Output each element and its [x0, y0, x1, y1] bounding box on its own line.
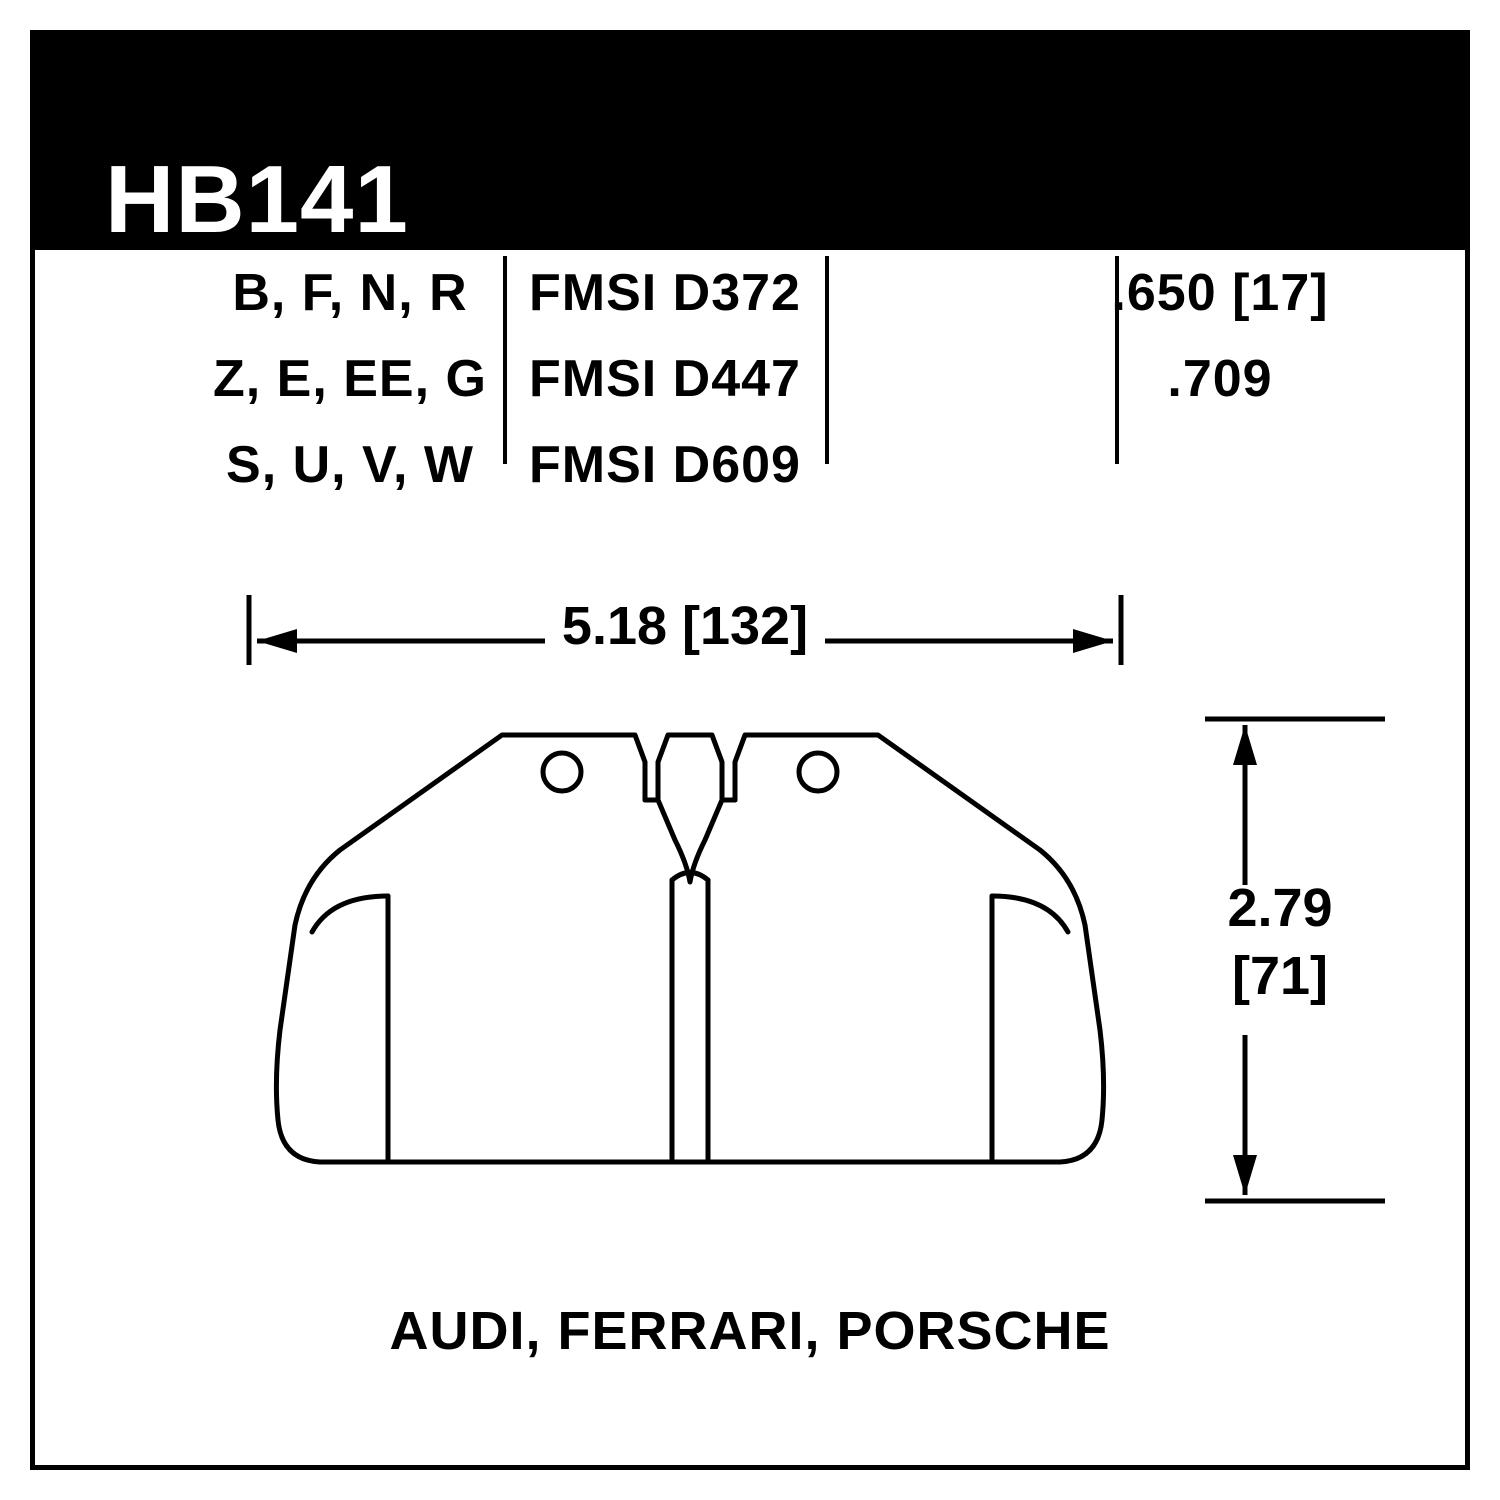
title-bar: [30, 30, 1470, 253]
width-dimension: [245, 595, 1125, 665]
fmsi-number: FMSI D447: [529, 350, 801, 408]
brake-pad-svg: [240, 700, 1140, 1230]
mount-hole-left: [543, 753, 581, 791]
thickness-value: .650 [17]: [1111, 264, 1329, 322]
fmsi-number: FMSI D609: [529, 436, 801, 494]
height-dimension-mm: [71]: [1231, 945, 1329, 1006]
table-row: [35, 422, 1465, 508]
mount-hole-right: [799, 753, 837, 791]
pad-center-notch: [645, 800, 735, 882]
thickness-value: .709: [1167, 350, 1273, 408]
compound-codes: B, F, N, R: [232, 264, 468, 322]
brake-pad-outline: [240, 700, 1140, 1230]
compound-codes: Z, E, EE, G: [213, 350, 487, 408]
compound-codes: S, U, V, W: [226, 436, 474, 494]
pad-friction-edge-left: [312, 896, 388, 932]
width-dimension-label: 5.18 [132]: [561, 596, 809, 656]
page-title: HB141: [105, 146, 409, 253]
height-dimension-label: [1185, 875, 1375, 1010]
table-row: [35, 336, 1465, 422]
vehicle-applications: AUDI, FERRARI, PORSCHE: [389, 1301, 1111, 1361]
pad-backing-plate: [276, 735, 1103, 1162]
fmsi-number: FMSI D372: [529, 264, 801, 322]
thickness-value: [1055, 422, 1385, 508]
pad-friction-edge-right: [992, 896, 1068, 932]
height-dimension-inches: 2.79: [1227, 878, 1333, 938]
spec-table: [35, 250, 1465, 508]
table-row: [35, 250, 1465, 336]
